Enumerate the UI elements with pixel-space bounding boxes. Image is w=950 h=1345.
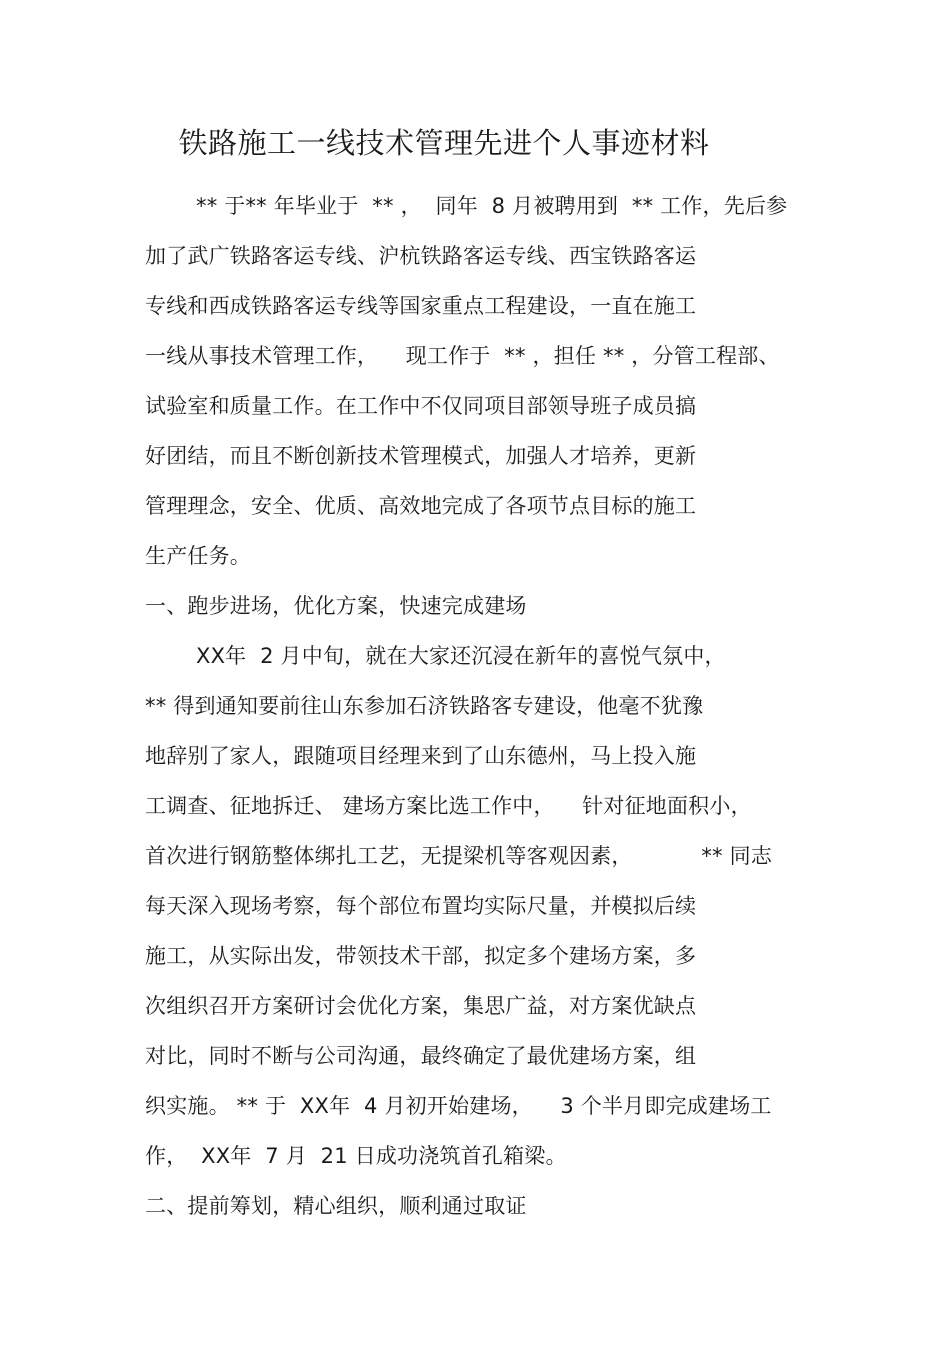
document-title: 铁路施工一线技术管理先进个人事迹材料 <box>178 126 710 160</box>
paragraph-line-3: 专线和西成铁路客运专线等国家重点工程建设，一直在施工 <box>145 294 697 318</box>
paragraph-line-7: 管理理念，安全、优质、高效地完成了各项节点目标的施工 <box>145 494 697 518</box>
paragraph-line-16: 次组织召开方案研讨会优化方案，集思广益，对方案优缺点 <box>145 994 697 1018</box>
section-heading-1: 一、跑步进场，优化方案，快速完成建场 <box>145 594 527 618</box>
paragraph-line-19: 作， XX年 7 月 21 日成功浇筑首孔箱梁。 <box>145 1144 567 1168</box>
paragraph-line-1: ** 于** 年毕业于 ** ， 同年 8 月被聘用到 ** 工作，先后参 <box>196 194 788 218</box>
paragraph-line-18: 织实施。 ** 于 XX年 4 月初开始建场， 3 个半月即完成建场工 <box>145 1094 772 1118</box>
paragraph-line-12: 工调查、征地拆迁、 建场方案比选工作中， 针对征地面积小， <box>145 794 752 818</box>
paragraph-line-2: 加了武广铁路客运专线、沪杭铁路客运专线、西宝铁路客运 <box>145 244 697 268</box>
paragraph-line-10: ** 得到通知要前往山东参加石济铁路客专建设，他毫不犹豫 <box>145 694 704 718</box>
paragraph-line-11: 地辞别了家人，跟随项目经理来到了山东德州，马上投入施 <box>145 744 697 768</box>
paragraph-line-17: 对比，同时不断与公司沟通，最终确定了最优建场方案，组 <box>145 1044 697 1068</box>
paragraph-line-9: XX年 2 月中旬，就在大家还沉浸在新年的喜悦气氛中， <box>196 644 726 668</box>
paragraph-line-13: 首次进行钢筋整体绑扎工艺，无提梁机等客观因素， ** 同志 <box>145 844 773 868</box>
paragraph-line-4: 一线从事技术管理工作， 现工作于 ** ，担任 ** ，分管工程部、 <box>145 344 780 368</box>
paragraph-line-5: 试验室和质量工作。在工作中不仅同项目部领导班子成员搞 <box>145 394 697 418</box>
paragraph-line-6: 好团结，而且不断创新技术管理模式，加强人才培养，更新 <box>145 444 697 468</box>
section-heading-2: 二、提前筹划，精心组织，顺利通过取证 <box>145 1194 527 1218</box>
paragraph-line-14: 每天深入现场考察，每个部位布置均实际尺量，并模拟后续 <box>145 894 697 918</box>
paragraph-line-15: 施工，从实际出发，带领技术干部，拟定多个建场方案，多 <box>145 944 697 968</box>
paragraph-line-8: 生产任务。 <box>145 544 251 568</box>
